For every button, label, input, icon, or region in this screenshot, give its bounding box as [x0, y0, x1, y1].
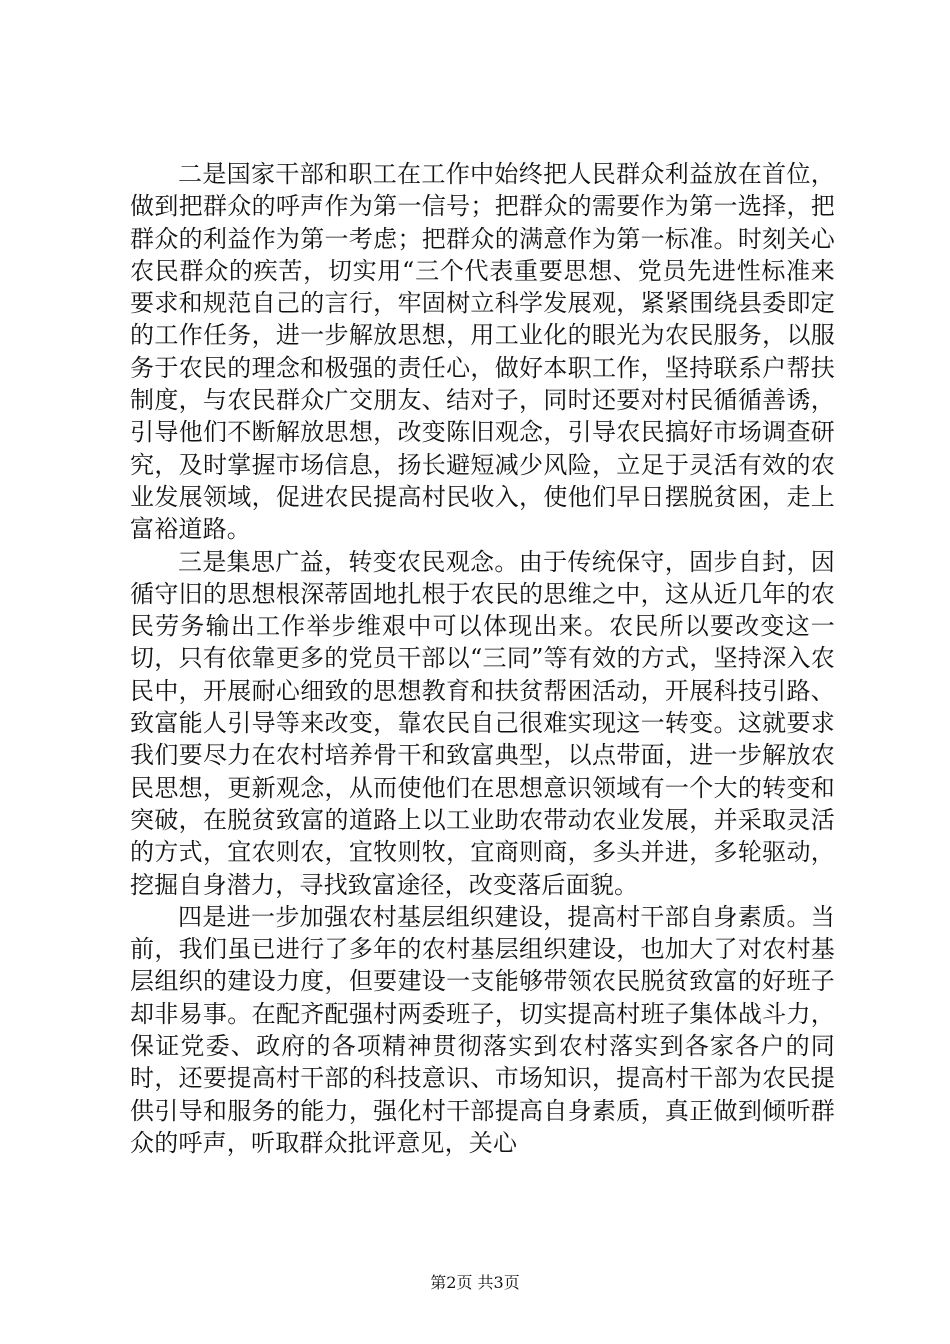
- document-body: [130, 158, 835, 1159]
- paragraph-2: 二是国家干部和职工在工作中始终把人民群众利益放在首位，做到把群众的呼声作为第一信号；把群众的需要作为第一选择，把群众的利益作为第一考虑；把群众的满意作为第一标准。时刻关心农民群众的疾苦，切实用“三个代表重要思想、党员先进性标准来要求和规范自己的言行，牢固树立科学发展观，紧紧围绕县委即定的工作任务，进一步解放思想，用工业化的眼光为农民服务，以服务于农民的理念和极强的责任心，做好本职工作，坚持联系户帮扶制度，与农民群众广交朋友、结对子，同时还要对村民循循善诱，引导他们不断解放思想，改变陈旧观念，引导农民搞好市场调查研究，及时掌握市场信息，扬长避短减少风险，立足于灵活有效的农业发展领域，促进农民提高村民收入，使他们早日摆脱贫困，走上富裕道路。: [130, 160, 835, 544]
- paragraph-4: 四是进一步加强农村基层组织建设，提高村干部自身素质。当前，我们虽已进行了多年的农村基层组织建设，也加大了对农村基层组织的建设力度，但要建设一支能够带领农民脱贫致富的好班子却非易事。在配齐配强村两委班子，切实提高村班子集体战斗力，保证党委、政府的各项精神贯彻落实到农村落实到各家各户的同时，还要提高村干部的科技意识、市场知识，提高村干部为农民提供引导和服务的能力，强化村干部提高自身素质，真正做到倾听群众的呼声，听取群众批评意见，关心: [130, 902, 835, 1157]
- page-number-footer: 第2页 共3页: [430, 1273, 520, 1292]
- paragraph-3: 三是集思广益，转变农民观念。由于传统保守，固步自封，因循守旧的思想根深蒂固地扎根于农民的思维之中，这从近几年的农民劳务输出工作举步维艰中可以体现出来。农民所以要改变这一切，只有依靠更多的党员干部以“三同”等有效的方式，坚持深入农民中，开展耐心细致的思想教育和扶贫帮困活动，开展科技引路、致富能人引导等来改变，靠农民自己很难实现这一转变。这就要求我们要尽力在农村培养骨干和致富典型，以点带面，进一步解放农民思想，更新观念，从而使他们在思想意识领域有一个大的转变和突破，在脱贫致富的道路上以工业助农带动农业发展，并采取灵活的方式，宜农则农，宜牧则牧，宜商则商，多头并进，多轮驱动，挖掘自身潜力，寻找致富途径，改变落后面貌。: [130, 547, 835, 899]
